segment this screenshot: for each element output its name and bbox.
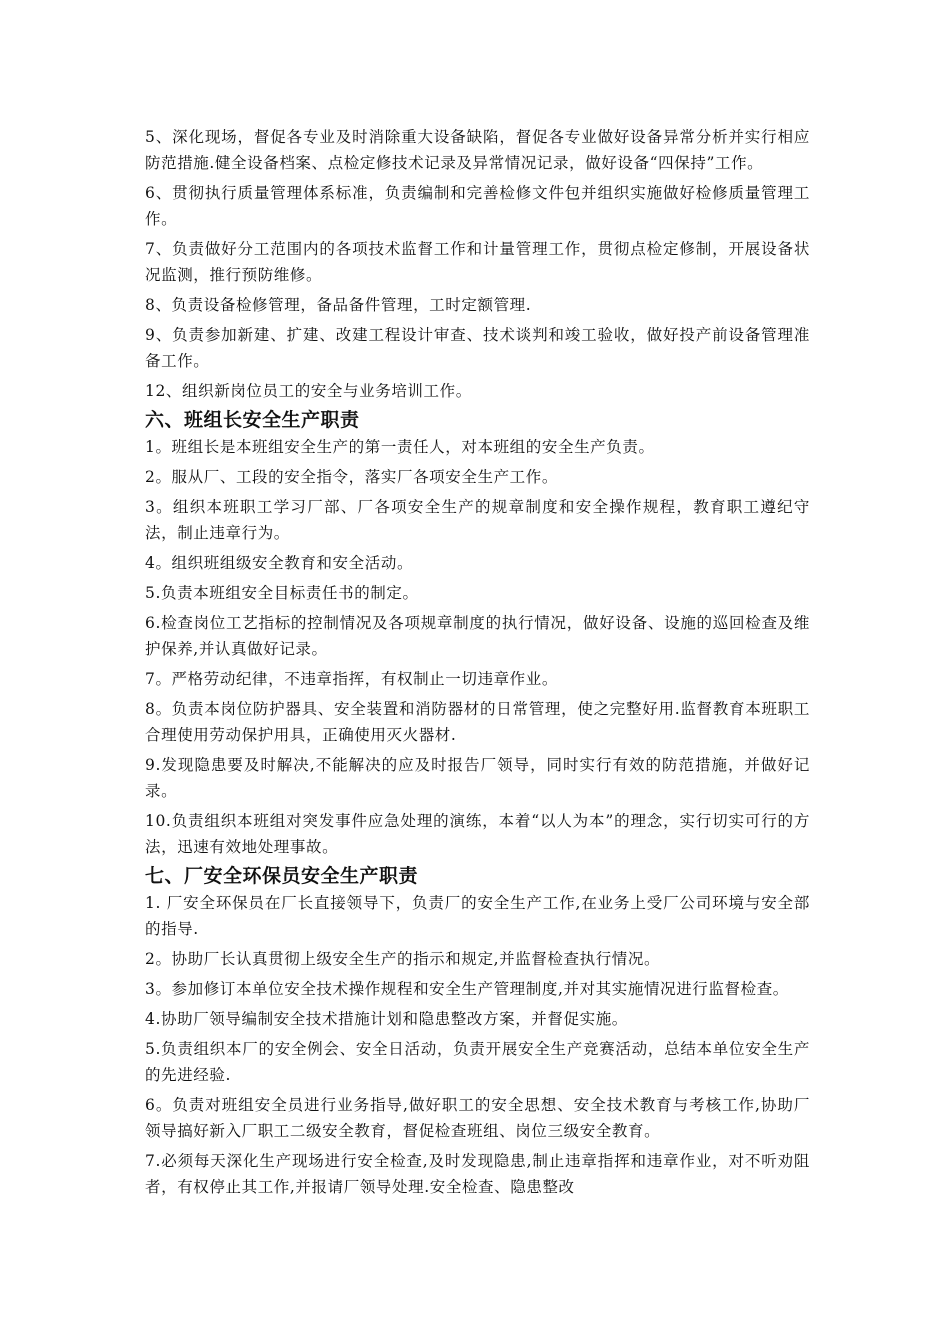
paragraph: 6、贯彻执行质量管理体系标准，负责编制和完善检修文件包并组织实施做好检修质量管理工作。 bbox=[145, 184, 810, 228]
paragraph: 9.发现隐患要及时解决,不能解决的应及时报告厂领导，同时实行有效的防范措施，并做好记录。 bbox=[145, 756, 810, 800]
paragraph: 10.负责组织本班组对突发事件应急处理的演练，本着“以人为本”的理念，实行切实可行的方法，迅速有效地处理事故。 bbox=[145, 812, 810, 856]
paragraph: 5.负责本班组安全目标责任书的制定。 bbox=[145, 584, 419, 602]
paragraph: 2。服从厂、工段的安全指令，落实厂各项安全生产工作。 bbox=[145, 468, 558, 486]
paragraph: 1。班组长是本班组安全生产的第一责任人，对本班组的安全生产负责。 bbox=[145, 438, 655, 456]
document-page bbox=[145, 124, 810, 1204]
paragraph: 9、负责参加新建、扩建、改建工程设计审查、技术谈判和竣工验收，做好投产前设备管理准备工作。 bbox=[145, 326, 810, 370]
paragraph: 1. 厂安全环保员在厂长直接领导下，负责厂的安全生产工作,在业务上受厂公司环境与安全部的指导. bbox=[145, 894, 810, 938]
section-6 bbox=[145, 408, 810, 860]
paragraph: 12、组织新岗位员工的安全与业务培训工作。 bbox=[145, 382, 472, 400]
paragraph: 7。严格劳动纪律，不违章指挥，有权制止一切违章作业。 bbox=[145, 670, 558, 688]
paragraph: 8、负责设备检修管理，备品备件管理，工时定额管理. bbox=[145, 296, 532, 314]
paragraph: 4.协助厂领导编制安全技术措施计划和隐患整改方案，并督促实施。 bbox=[145, 1010, 628, 1028]
paragraph: 6.检查岗位工艺指标的控制情况及各项规章制度的执行情况，做好设备、设施的巡回检查及维护保养,并认真做好记录。 bbox=[145, 614, 810, 658]
paragraph: 3。参加修订本单位安全技术操作规程和安全生产管理制度,并对其实施情况进行监督检查。 bbox=[145, 980, 789, 998]
paragraph: 4。组织班组级安全教育和安全活动。 bbox=[145, 554, 414, 572]
paragraph: 5、深化现场，督促各专业及时消除重大设备缺陷，督促各专业做好设备异常分析并实行相应防范措施.健全设备档案、点检定修技术记录及异常情况记录，做好设备“四保持”工作。 bbox=[145, 128, 810, 172]
paragraph: 2。协助厂长认真贯彻上级安全生产的指示和规定,并监督检查执行情况。 bbox=[145, 950, 661, 968]
section-heading: 七、厂安全环保员安全生产职责 bbox=[145, 865, 419, 887]
paragraph: 5.负责组织本厂的安全例会、安全日活动，负责开展安全生产竞赛活动，总结本单位安全生产的先进经验. bbox=[145, 1040, 810, 1084]
section-prev bbox=[145, 124, 810, 404]
paragraph: 6。负责对班组安全员进行业务指导,做好职工的安全思想、安全技术教育与考核工作,协助厂领导搞好新入厂职工二级安全教育，督促检查班组、岗位三级安全教育。 bbox=[145, 1096, 810, 1140]
paragraph: 7.必须每天深化生产现场进行安全检查,及时发现隐患,制止违章指挥和违章作业，对不听劝阻者，有权停止其工作,并报请厂领导处理.安全检查、隐患整改 bbox=[145, 1152, 810, 1196]
paragraph: 8。负责本岗位防护器具、安全装置和消防器材的日常管理，使之完整好用.监督教育本班职工合理使用劳动保护用具，正确使用灭火器材. bbox=[145, 700, 810, 744]
paragraph: 7、负责做好分工范围内的各项技术监督工作和计量管理工作，贯彻点检定修制，开展设备状况监测，推行预防维修。 bbox=[145, 240, 810, 284]
section-heading: 六、班组长安全生产职责 bbox=[145, 409, 360, 431]
section-7 bbox=[145, 864, 810, 1200]
paragraph: 3。组织本班职工学习厂部、厂各项安全生产的规章制度和安全操作规程，教育职工遵纪守法，制止违章行为。 bbox=[145, 498, 810, 542]
